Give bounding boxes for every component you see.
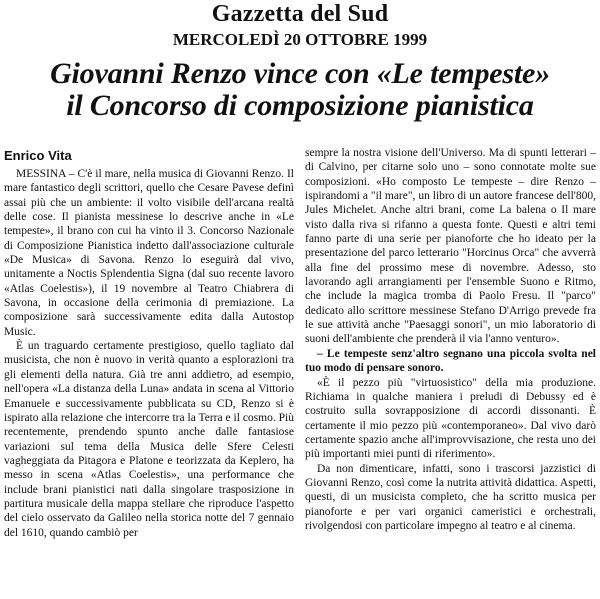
article-column-left xyxy=(4,167,294,540)
headline xyxy=(0,58,600,122)
newspaper-name: Gazzetta del Sud xyxy=(211,1,389,27)
headline-line-1: Giovanni Renzo vince con «Le tempeste» xyxy=(50,57,550,90)
publication-date: MERCOLEDÌ 20 OTTOBRE 1999 xyxy=(172,30,428,49)
article-paragraph: «È il pezzo più "virtuosistico" della mia produzione. Richiama in qualche maniera i preludi di Debussy ed è costruito sulla sovrapposizione di accordi dissonanti. È certamente il mio pezzo più «contemporaneo». Dal vivo darò certamente spazio anche all'improvvisazione, che resta uno dei più importanti miei punti di riferimento». xyxy=(305,376,596,461)
article-paragraph: MESSINA – C'è il mare, nella musica di Giovanni Renzo. Il mare fantastico degli scrittori, quello che Cesare Pavese definì assai più che un ambiente: il volto visibile dell'arcana realtà delle cose. Il pianista messinese lo descrive anche in «Le tempeste», il brano con cui ha vinto il 3. Concorso Nazionale di Composizione Pianistica indetto dall'associazione culturale «De Musica» di Savona. Renzo lo eseguirà dal vivo, unitamente a Noctis Splendentia Signa (dal suo recente lavoro «Atlas Coelestis»), il 19 novembre al Teatro Chiabrera di Savona, in occasione della cerimonia di premiazione. La composizione sarà successivamente edita dalla Autostop Music. xyxy=(4,168,294,338)
headline-line-2: il Concorso di composizione pianistica xyxy=(66,89,534,122)
interview-question: – Le tempeste senz'altro segnano una piccola svolta nel tuo modo di pensare sonoro. xyxy=(305,347,596,375)
article-paragraph: È un traguardo certamente prestigioso, quello tagliato dal musicista, che non è nuovo in verità quanto a esplorazioni tra gli elementi della natura. Già tre anni addietro, ad esempio, nell'opera «La distanza della Luna» andata in scena al Vittorio Emanuele e successivamente pubblicata su CD, Renzo si è ispirato alla relazione che intercorre tra la Terra e il cosmo. Più recentemente, prendendo spunto anche dalle fantasiose variazioni sul tema della Musica delle Sfere Celesti vagheggiata da Pitagora e Platone e teorizzata da Keplero, ha messo in scena «Atlas Coelestis», una performance che include brani pianistici nati dalla singolare trasposizione in partitura musicale della mappa stellare che riproduce l'aspetto del cielo osservato da Galileo nella storica notte del 7 gennaio del 1610, quando cambiò per xyxy=(4,340,294,539)
article-column-right xyxy=(305,146,596,533)
byline: Enrico Vita xyxy=(4,148,72,163)
article-paragraph: Da non dimenticare, infatti, sono i trascorsi jazzistici di Giovanni Renzo, così come la nutrita attività didattica. Aspetti, questi, di un musicista completo, che ha scritto musica per pianoforte e per vari organici cameristici e orchestrali, rivolgendosi con particolare impegno al teatro e al cinema. xyxy=(305,462,596,532)
article-paragraph: sempre la nostra visione dell'Universo. Ma di spunti letterari – di Calvino, per citarne solo uno – sono connotate molte sue composizioni. «Ho composto Le tempeste – dire Renzo – ispirandomi a "il mare", un libro di un autore francese dell'800, Jules Michelet. Anche altri brani, come La balena o Il mare visto dalla riva si rifanno a questa fonte. Questi e altri temi fanno parte di una serie per pianoforte che ho ideato per la presentazione del parco letterario "Horcinus Orca" che avverrà alla fine del prossimo mese di novembre. Adesso, sto lavorando agli arrangiamenti per l'ensemble Suono e Ritmo, che include la magica tromba di Paolo Fresu. Il "parco" dedicato allo scrittore messinese Stefano D'Arrigo prevede fra le sue attività anche "Paesaggi sonori", un mio laboratorio di suoni dell'ambiente che prenderà il via l'anno venturo». xyxy=(305,147,596,346)
